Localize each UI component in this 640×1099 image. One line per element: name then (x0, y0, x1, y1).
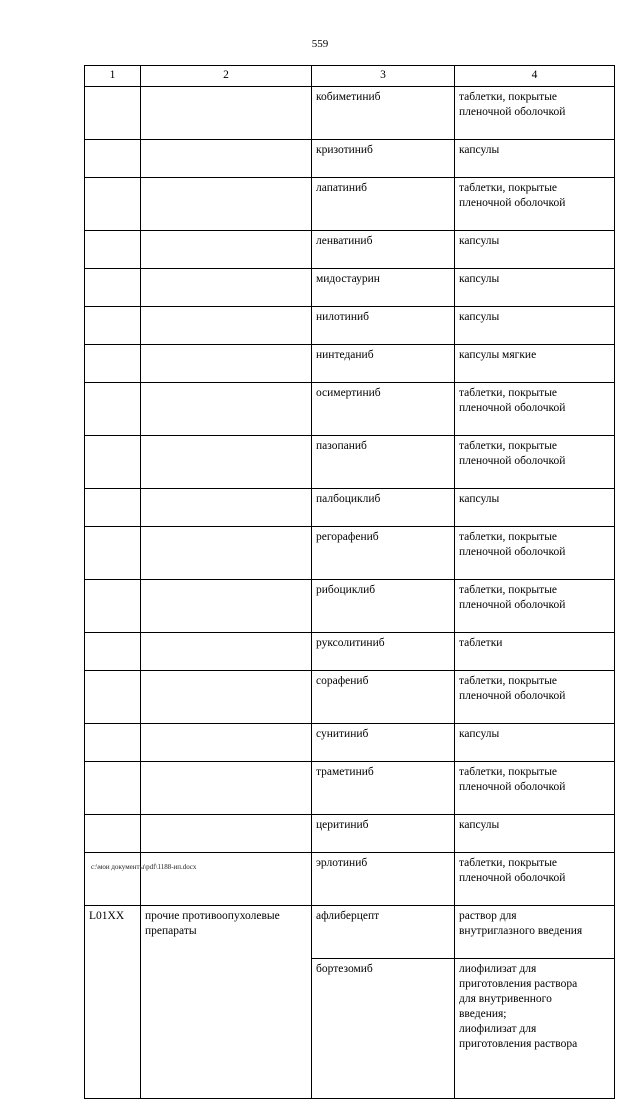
drug-table (84, 65, 615, 1099)
drug-name-cell: рибоциклиб (312, 580, 455, 633)
drug-name-cell: кобиметиниб (312, 87, 455, 140)
atc-code-cell (85, 307, 141, 345)
group-cell (141, 140, 312, 178)
atc-code-cell (85, 345, 141, 383)
table-row (85, 633, 615, 671)
group-cell (141, 269, 312, 307)
dosage-form-cell: капсулы (455, 724, 615, 762)
dosage-form-cell: капсулы (455, 307, 615, 345)
table-row (85, 345, 615, 383)
atc-code-cell (85, 853, 141, 906)
atc-code-cell (85, 383, 141, 436)
dosage-form-cell: раствор для внутриглазного введения (455, 906, 615, 959)
drug-name-cell: мидостаурин (312, 269, 455, 307)
group-cell (141, 633, 312, 671)
dosage-form-cell: таблетки, покрытые пленочной оболочкой (455, 178, 615, 231)
dosage-form-cell: таблетки, покрытые пленочной оболочкой (455, 87, 615, 140)
table-row (85, 436, 615, 489)
group-cell (141, 87, 312, 140)
atc-code-cell: L01XX (85, 906, 141, 1099)
table-row (85, 724, 615, 762)
table-row (85, 383, 615, 436)
drug-name-cell: палбоциклиб (312, 489, 455, 527)
dosage-form-cell: таблетки, покрытые пленочной оболочкой (455, 383, 615, 436)
drug-name-cell: осимертиниб (312, 383, 455, 436)
drug-name-cell: сунитиниб (312, 724, 455, 762)
column-header-3: 3 (312, 66, 455, 87)
table-row (85, 762, 615, 815)
atc-code-cell (85, 436, 141, 489)
table-row (85, 671, 615, 724)
drug-name-cell: афлиберцепт (312, 906, 455, 959)
dosage-form-cell: таблетки, покрытые пленочной оболочкой (455, 527, 615, 580)
table-row (85, 853, 615, 906)
table-row (85, 527, 615, 580)
drug-name-cell: лапатиниб (312, 178, 455, 231)
table-row (85, 269, 615, 307)
group-cell (141, 724, 312, 762)
atc-code-cell (85, 724, 141, 762)
drug-name-cell: траметиниб (312, 762, 455, 815)
dosage-form-cell: таблетки (455, 633, 615, 671)
drug-name-cell: нилотиниб (312, 307, 455, 345)
group-cell (141, 383, 312, 436)
group-cell (141, 671, 312, 724)
table-row (85, 815, 615, 853)
dosage-form-cell: капсулы (455, 489, 615, 527)
drug-name-cell: ленватиниб (312, 231, 455, 269)
dosage-form-cell: лиофилизат для приготовления раствора для внутривенного введения; лиофилизат для приготовления раствора (455, 959, 615, 1099)
column-header-4: 4 (455, 66, 615, 87)
dosage-form-cell: таблетки, покрытые пленочной оболочкой (455, 436, 615, 489)
table-row (85, 231, 615, 269)
atc-code-cell (85, 815, 141, 853)
dosage-form-cell: капсулы (455, 269, 615, 307)
drug-name-cell: нинтеданиб (312, 345, 455, 383)
drug-name-cell: эрлотиниб (312, 853, 455, 906)
drug-name-cell: сорафениб (312, 671, 455, 724)
atc-code-cell (85, 671, 141, 724)
dosage-form-cell: капсулы (455, 815, 615, 853)
drug-name-cell: церитиниб (312, 815, 455, 853)
table-body (85, 87, 615, 1099)
atc-code-cell (85, 87, 141, 140)
group-cell (141, 815, 312, 853)
file-path-footer: c:\мои документы\pdf\1188-ип.docx (91, 863, 197, 871)
drug-name-cell: руксолитиниб (312, 633, 455, 671)
atc-code-cell (85, 178, 141, 231)
column-header-1: 1 (85, 66, 141, 87)
dosage-form-cell: капсулы (455, 231, 615, 269)
group-cell: прочие противоопухолевые препараты (141, 906, 312, 1099)
group-cell (141, 853, 312, 906)
atc-code-cell (85, 231, 141, 269)
atc-code-cell (85, 527, 141, 580)
table-row (85, 178, 615, 231)
drug-name-cell: регорафениб (312, 527, 455, 580)
drug-name-cell: бортезомиб (312, 959, 455, 1099)
table-row (85, 906, 615, 959)
table-row (85, 489, 615, 527)
dosage-form-cell: таблетки, покрытые пленочной оболочкой (455, 762, 615, 815)
group-cell (141, 580, 312, 633)
atc-code-cell (85, 633, 141, 671)
atc-code-cell (85, 269, 141, 307)
dosage-form-cell: таблетки, покрытые пленочной оболочкой (455, 580, 615, 633)
dosage-form-cell: капсулы (455, 140, 615, 178)
group-cell (141, 762, 312, 815)
group-cell (141, 307, 312, 345)
column-header-2: 2 (141, 66, 312, 87)
dosage-form-cell: таблетки, покрытые пленочной оболочкой (455, 853, 615, 906)
table-row (85, 580, 615, 633)
group-cell (141, 231, 312, 269)
table-row (85, 307, 615, 345)
atc-code-cell (85, 762, 141, 815)
table-row (85, 140, 615, 178)
group-cell (141, 489, 312, 527)
atc-code-cell (85, 580, 141, 633)
atc-code-cell (85, 140, 141, 178)
atc-code-cell (85, 489, 141, 527)
group-cell (141, 178, 312, 231)
table-header (85, 66, 615, 87)
dosage-form-cell: таблетки, покрытые пленочной оболочкой (455, 671, 615, 724)
drug-name-cell: кризотиниб (312, 140, 455, 178)
page-number: 559 (311, 38, 329, 50)
drug-name-cell: пазопаниб (312, 436, 455, 489)
dosage-form-cell: капсулы мягкие (455, 345, 615, 383)
group-cell (141, 345, 312, 383)
group-cell (141, 527, 312, 580)
group-cell (141, 436, 312, 489)
table-row (85, 87, 615, 140)
